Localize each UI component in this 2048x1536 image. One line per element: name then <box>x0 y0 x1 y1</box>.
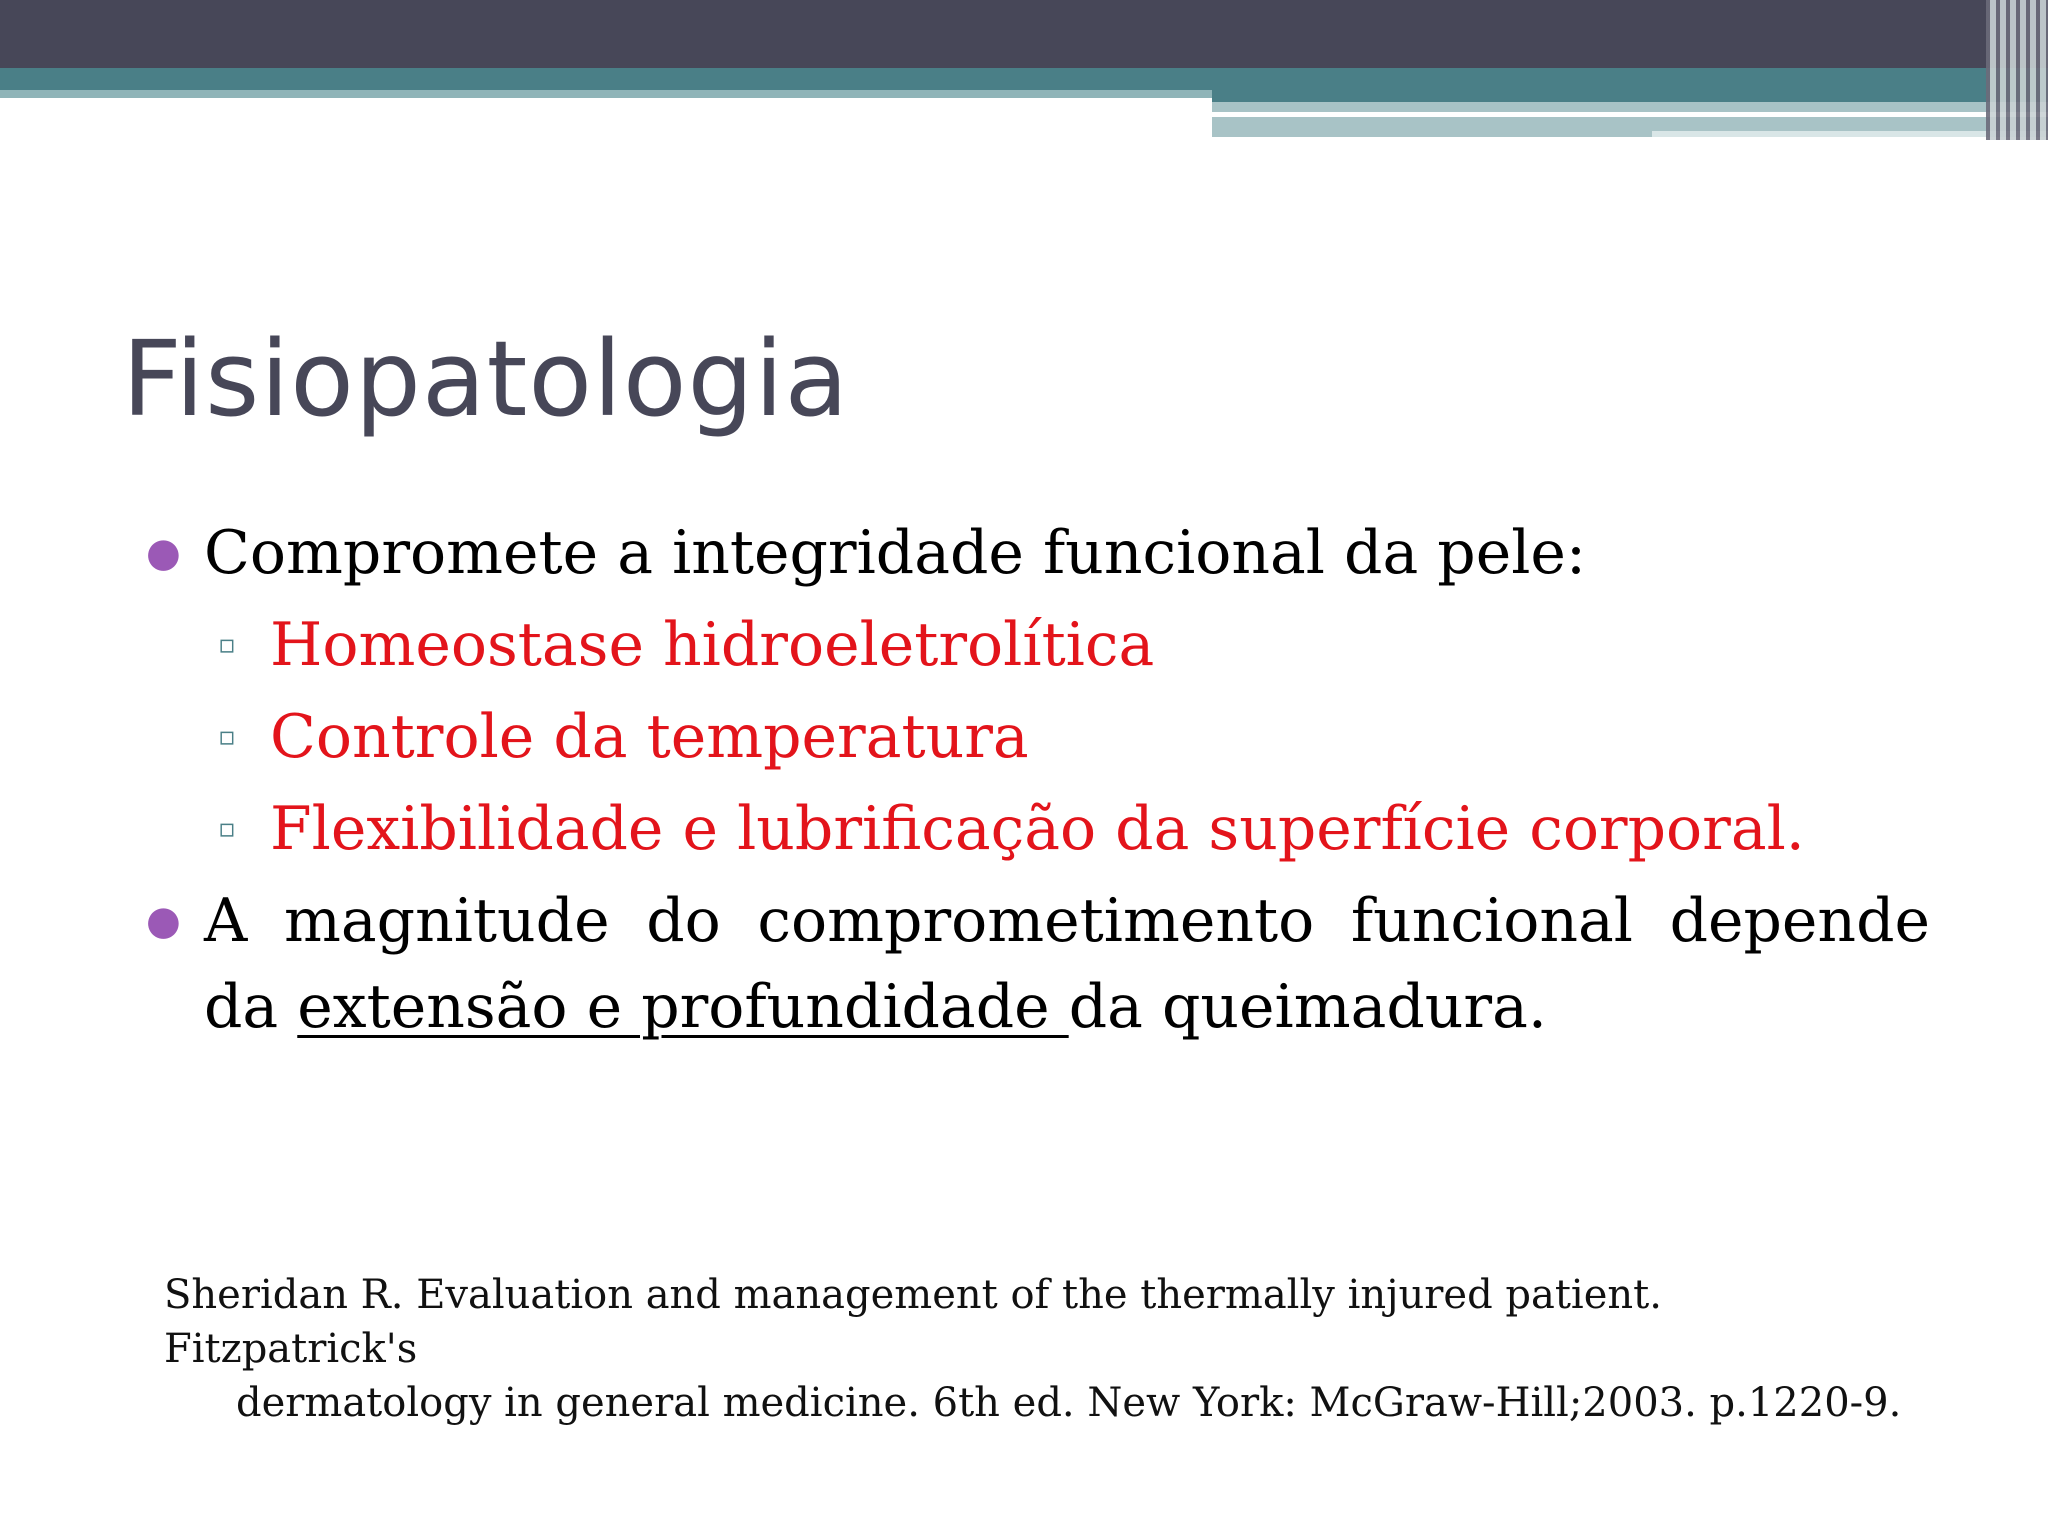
reference-line-2: dermatology in general medicine. 6th ed. New York: McGraw-Hill;2003. p.1220-9. <box>236 1380 1902 1426</box>
slide-content <box>140 510 1930 1050</box>
hollow-square-bullet-icon: ▫ <box>218 630 236 660</box>
hollow-square-bullet-icon: ▫ <box>218 814 236 844</box>
round-bullet-icon: ● <box>146 898 181 944</box>
reference-citation <box>164 1268 1924 1430</box>
header-bar-teal <box>0 68 2048 90</box>
bullet-text-suffix: da queimadura. <box>1068 972 1547 1042</box>
sub-bullet-text: Homeostase hidroeletrolítica <box>270 610 1155 680</box>
sub-bullet-text: Controle da temperatura <box>270 702 1029 772</box>
header-bar-teal-light <box>0 90 1212 98</box>
round-bullet-icon: ● <box>146 530 181 576</box>
hollow-square-bullet-icon: ▫ <box>218 722 236 752</box>
header-bar-right-accent <box>1212 90 2048 102</box>
sub-bullet-text: Flexibilidade e lubrificação da superfície corporal. <box>270 794 1805 864</box>
bullet-text: Compromete a integridade funcional da pele: <box>204 518 1587 588</box>
header-stripes <box>1986 0 2048 140</box>
sub-bullet-item <box>140 694 1930 780</box>
header-bar-right-light <box>1212 102 2048 112</box>
bullet-item <box>140 510 1930 596</box>
reference-line-1: Sheridan R. Evaluation and management of the thermally injured patient. Fitzpatrick's <box>164 1272 1662 1372</box>
bullet-text-prefix: A magnitude do comprometimento funcional depende da <box>204 886 1930 1042</box>
sub-bullet-item <box>140 786 1930 872</box>
slide-title: Fisiopatologia <box>122 318 850 440</box>
bullet-text-underlined: extensão e profundidade <box>297 972 1069 1042</box>
sub-bullet-item <box>140 602 1930 688</box>
bullet-item <box>140 878 1930 1050</box>
header-bar-dark <box>0 0 2048 68</box>
